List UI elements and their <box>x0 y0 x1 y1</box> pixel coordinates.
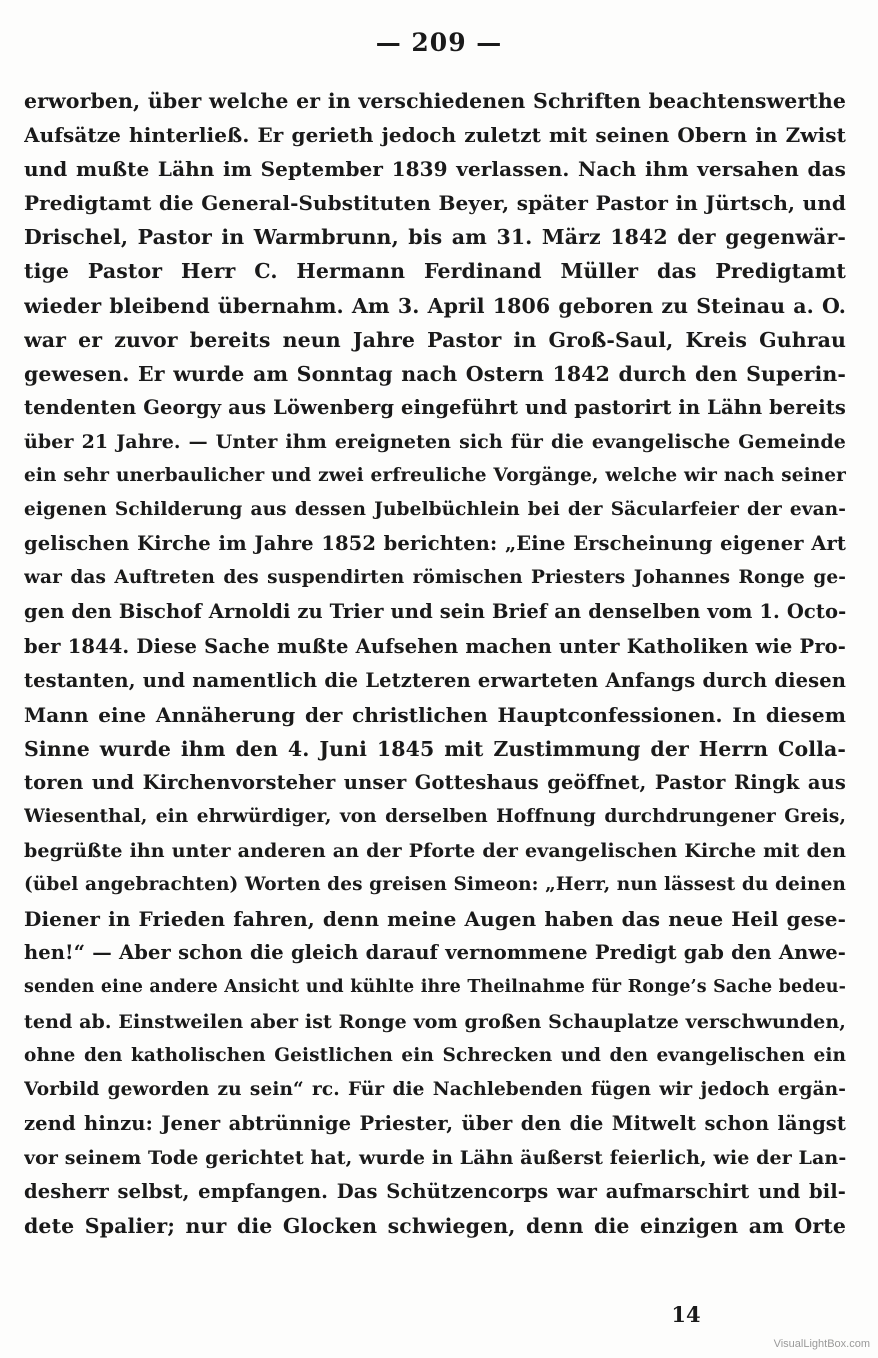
text-line: hen!“ — Aber schon die gleich darauf vernommene Predigt gab den Anwe- <box>24 941 846 965</box>
text-line: über 21 Jahre. — Unter ihm ereigneten sich für die evangelische Gemeinde <box>24 430 846 453</box>
text-line: erworben, über welche er in verschiedenen Schriften beachtenswerthe <box>24 89 846 113</box>
watermark: VisualLightBox.com <box>773 1338 870 1350</box>
text-line: toren und Kirchenvorsteher unser Gotteshaus geöffnet, Pastor Ringk aus <box>24 770 846 794</box>
text-line: vor seinem Tode gerichtet hat, wurde in Lähn äußerst feierlich, wie der Lan- <box>24 1146 846 1169</box>
text-line: tend ab. Einstweilen aber ist Ronge vom großen Schauplatze verschwunden, <box>24 1010 846 1033</box>
text-line: gewesen. Er wurde am Sonntag nach Ostern 1842 durch den Superin- <box>24 361 846 386</box>
text-line: ein sehr unerbaulicher und zwei erfreuliche Vorgänge, welche wir nach seiner <box>24 465 846 487</box>
signature-mark: 14 <box>671 1302 701 1327</box>
text-line: tige Pastor Herr C. Hermann Ferdinand Müller das Predigtamt <box>24 259 846 284</box>
page-number-header: — 209 — <box>375 28 503 57</box>
text-line: desherr selbst, empfangen. Das Schützencorps war aufmarschirt und bil- <box>24 1180 846 1203</box>
text-line: senden eine andere Ansicht und kühlte ihre Theilnahme für Ronge’s Sache bedeu- <box>24 977 846 998</box>
text-line: eigenen Schilderung aus dessen Jubelbüchlein bei der Säcularfeier der evan- <box>24 499 846 521</box>
text-line: testanten, und namentlich die Letzteren erwarteten Anfangs durch diesen <box>24 668 846 692</box>
text-line: Drischel, Pastor in Warmbrunn, bis am 31. März 1842 der gegenwär- <box>24 225 846 250</box>
text-line: und mußte Lähn im September 1839 verlassen. Nach ihm versahen das <box>24 157 846 182</box>
text-line: begrüßte ihn unter anderen an der Pforte der evangelischen Kirche mit den <box>24 840 846 863</box>
text-line: gen den Bischof Arnoldi zu Trier und sein Brief an denselben vom 1. Octo- <box>24 600 846 624</box>
text-line: dete Spalier; nur die Glocken schwiegen, denn die einzigen am Orte <box>24 1214 846 1239</box>
text-line: gelischen Kirche im Jahre 1852 berichten: „Eine Erscheinung eigener Art <box>24 532 846 556</box>
text-line: Aufsätze hinterließ. Er gerieth jedoch zuletzt mit seinen Obern in Zwist <box>24 123 846 148</box>
body-text <box>24 84 846 1243</box>
text-line: Vorbild geworden zu sein“ rc. Für die Nachlebenden fügen wir jedoch ergän- <box>24 1078 846 1100</box>
text-line: Mann eine Annäherung der christlichen Hauptconfessionen. In diesem <box>24 702 846 727</box>
text-line: tendenten Georgy aus Löwenberg eingeführt und pastorirt in Lähn bereits <box>24 395 846 419</box>
text-line: (übel angebrachten) Worten des greisen Simeon: „Herr, nun lässest du deinen <box>24 874 846 896</box>
text-line: zend hinzu: Jener abtrünnige Priester, über den die Mitwelt schon längst <box>24 1111 846 1135</box>
text-line: war das Auftreten des suspendirten römischen Priesters Johannes Ronge ge- <box>24 567 846 589</box>
text-line: ber 1844. Diese Sache mußte Aufsehen machen unter Katholiken wie Pro- <box>24 634 846 658</box>
text-line: Sinne wurde ihm den 4. Juni 1845 mit Zustimmung der Herrn Colla- <box>24 736 846 761</box>
text-line: Wiesenthal, ein ehrwürdiger, von derselben Hoffnung durchdrungener Greis, <box>24 805 846 827</box>
text-line: ohne den katholischen Geistlichen ein Schrecken und den evangelischen ein <box>24 1044 846 1066</box>
text-line: wieder bleibend übernahm. Am 3. April 1806 geboren zu Steinau a. O. <box>24 293 846 318</box>
text-line: war er zuvor bereits neun Jahre Pastor in Groß-Saul, Kreis Guhrau <box>24 327 846 352</box>
text-line: Predigtamt die General-Substituten Beyer, später Pastor in Jürtsch, und <box>24 191 846 216</box>
text-line: Diener in Frieden fahren, denn meine Augen haben das neue Heil gese- <box>24 907 846 932</box>
